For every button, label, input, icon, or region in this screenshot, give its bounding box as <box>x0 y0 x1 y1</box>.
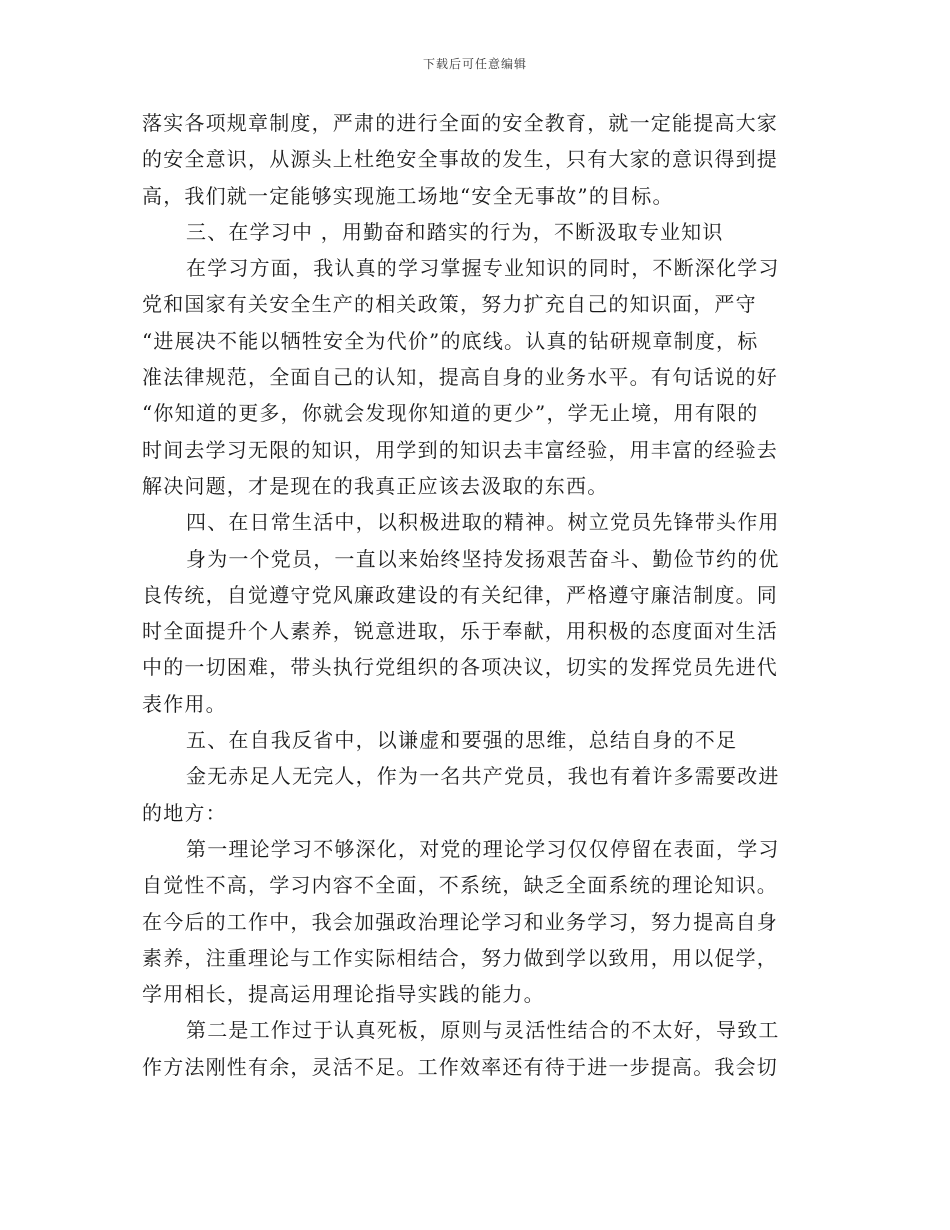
text-line: 解决问题，才是现在的我真正应该去汲取的东西。 <box>142 473 609 498</box>
text-line: 落实各项规章制度，严肃的进行全面的安全教育，就一定能提高大家 <box>142 111 778 135</box>
text-line: 第一理论学习不够深化，对党的理论学习仅仅停留在表面，学习 <box>186 836 780 861</box>
text-line: 中的一切困难，带头执行党组织的各项决议，切实的发挥党员先进代 <box>142 655 778 680</box>
text-line: 党和国家有关安全生产的相关政策，努力扩充自己的知识面，严守 <box>142 292 757 317</box>
text-line: 表作用。 <box>142 691 227 716</box>
text-line: 在学习方面，我认真的学习掌握专业知识的同时，不断深化学习 <box>186 256 780 281</box>
text-line: 素养，注重理论与工作实际相结合，努力做到学以致用，用以促学， <box>142 945 778 970</box>
text-line: 三、在学习中 ，用勤奋和踏实的行为，不断汲取专业知识 <box>186 219 724 244</box>
text-line: 五、在自我反省中，以谦虚和要强的思维，总结自身的不足 <box>186 728 738 753</box>
text-line: 四、在日常生活中，以积极进取的精神。树立党员先锋带头作用 <box>186 510 780 535</box>
text-line: 时全面提升个人素养，锐意进取，乐于奉献，用积极的态度面对生活 <box>142 619 778 644</box>
text-line: 第二是工作过于认真死板，原则与灵活性结合的不太好，导致工 <box>186 1018 780 1043</box>
text-line: 在今后的工作中，我会加强政治理论学习和业务学习，努力提高自身 <box>142 909 778 934</box>
text-line: 准法律规范，全面自己的认知，提高自身的业务水平。有句话说的好 <box>142 365 778 390</box>
text-line: 高，我们就一定能够实现施工场地“安全无事故”的目标。 <box>142 183 674 208</box>
text-line: 身为一个党员，一直以来始终坚持发扬艰苦奋斗、勤俭节约的优 <box>186 546 780 571</box>
text-line: 良传统，自觉遵守党风廉政建设的有关纪律，严格遵守廉洁制度。同 <box>142 582 778 607</box>
text-line: “你知道的更多，你就会发现你知道的更少”，学无止境，用有限的 <box>142 401 759 426</box>
text-line: 的地方： <box>142 800 227 825</box>
document-body <box>142 105 802 1085</box>
text-line: 时间去学习无限的知识，用学到的知识去丰富经验，用丰富的经验去 <box>142 437 778 462</box>
text-line: 金无赤足人无完人，作为一名共产党员，我也有着许多需要改进 <box>186 764 780 789</box>
text-line: 学用相长，提高运用理论指导实践的能力。 <box>142 982 545 1007</box>
text-line: “进展决不能以牺牲安全为代价”的底线。认真的钻研规章制度，标 <box>142 328 759 353</box>
text-line: 自觉性不高，学习内容不全面，不系统，缺乏全面系统的理论知识。 <box>142 873 778 898</box>
text-line: 的安全意识，从源头上杜绝安全事故的发生，只有大家的意识得到提 <box>142 147 778 172</box>
text-line: 作方法刚性有余，灵活不足。工作效率还有待于进一步提高。我会切 <box>142 1054 778 1079</box>
page-header: 下载后可任意编辑 <box>422 57 527 71</box>
